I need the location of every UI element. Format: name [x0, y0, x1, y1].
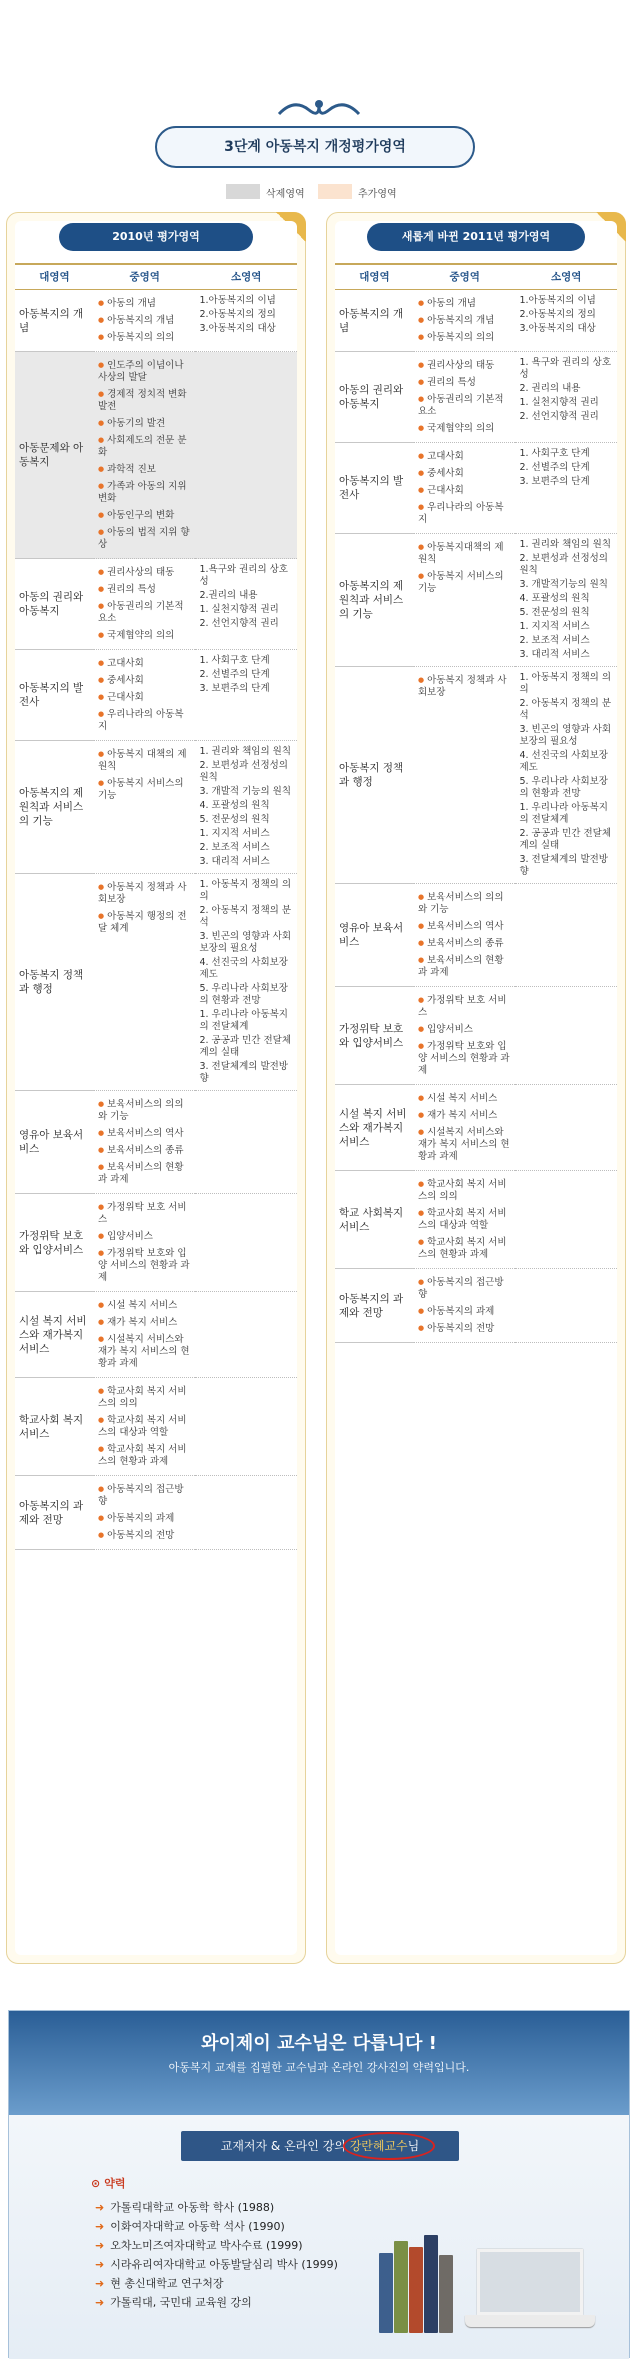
mid-item: ● 아동복지의 접근방향 — [98, 1483, 192, 1508]
small-item: 3. 대리적 서비스 — [199, 856, 270, 867]
mid-cell — [414, 352, 516, 443]
mid-item: ● 보육서비스의 의의와 기능 — [418, 891, 512, 916]
mid-item: ● 인도주의 이념이나 사상의 발달 — [98, 359, 192, 384]
mid-item: ● 아동복지 정책과 사회보장 — [98, 881, 192, 906]
category-cell: 시설 복지 서비스와 재가복지 서비스 — [15, 1292, 94, 1378]
table-row — [15, 741, 297, 874]
mid-item: ● 가족과 아동의 지위 변화 — [98, 480, 192, 505]
small-cell — [195, 650, 297, 741]
small-item: 1. 실천지향적 권리 — [199, 604, 279, 615]
mid-cell — [414, 987, 516, 1085]
col-header-small: 소영역 — [515, 264, 617, 290]
category-cell: 아동복지의 발전사 — [15, 650, 94, 741]
mid-cell — [94, 650, 196, 741]
banner-subtitle: 아동복지 교재를 집필한 교수님과 온라인 강사진의 약력입니다. — [168, 2061, 470, 2074]
category-cell: 가정위탁 보호와 입양서비스 — [335, 987, 414, 1085]
table-row — [335, 443, 617, 534]
small-item: 2. 보조적 서비스 — [199, 842, 270, 853]
mid-item: ● 권리의 특성 — [98, 583, 192, 596]
small-item: 2. 공공과 민간 전달체계의 실태 — [199, 1035, 292, 1058]
small-cell — [195, 290, 297, 352]
career-title: ⊙ 약력 — [91, 2175, 338, 2191]
small-item: 2. 보조적 서비스 — [519, 635, 590, 646]
mid-item: ● 학교사회 복지 서비스의 현황과 과제 — [98, 1443, 192, 1468]
small-cell — [515, 884, 617, 987]
col-header-mid: 중영역 — [94, 264, 196, 290]
small-item: 1. 아동복지 정책의 의의 — [519, 672, 612, 695]
mid-cell — [94, 741, 196, 874]
mid-item: ● 아동복지 서비스의 기능 — [98, 777, 192, 802]
panel-title-2011: 새롭게 바뀐 2011년 평가영역 — [367, 223, 585, 251]
mid-item: ● 아동복지의 의의 — [98, 331, 192, 344]
mid-item: ● 아동복지의 과제 — [98, 1512, 192, 1525]
small-cell — [195, 352, 297, 559]
author-badge — [181, 2131, 459, 2161]
small-item: 2.아동복지의 정의 — [519, 309, 596, 320]
mid-item: ● 보육서비스의 종류 — [98, 1144, 192, 1157]
small-item: 3.아동복지의 대상 — [519, 323, 596, 334]
small-cell — [515, 1269, 617, 1343]
table-row — [15, 874, 297, 1091]
small-cell — [195, 1194, 297, 1292]
col-header-main: 대영역 — [335, 264, 414, 290]
mid-cell — [94, 1476, 196, 1550]
table-row — [15, 290, 297, 352]
mid-item: ● 아동권리의 기본적 요소 — [98, 600, 192, 625]
mid-cell — [414, 290, 516, 352]
category-cell: 아동의 권리와 아동복지 — [15, 559, 94, 650]
small-cell — [195, 1292, 297, 1378]
header-ornament — [0, 96, 638, 120]
mid-item: ● 아동복지 대책의 제원칙 — [98, 748, 192, 773]
small-item: 4. 선진국의 사회보장제도 — [519, 750, 608, 773]
category-cell: 시설 복지 서비스와 재가복지 서비스 — [335, 1085, 414, 1171]
mid-item: ● 가정위탁 보호와 입양 서비스의 현황과 과제 — [418, 1040, 512, 1077]
eval-table-2010 — [15, 263, 297, 1550]
mid-item: ● 아동의 법적 지위 향상 — [98, 526, 192, 551]
mid-item: ● 아동복지 서비스의 기능 — [418, 570, 512, 595]
small-item: 3. 보편주의 단계 — [519, 476, 590, 487]
mid-item: ● 보육서비스의 현황과 과제 — [418, 954, 512, 979]
career-item: ➜ 오차노미즈여자대학교 박사수료 (1999) — [95, 2237, 338, 2253]
small-item: 2. 보편성과 선정성의 원칙 — [519, 553, 608, 576]
table-row — [15, 1292, 297, 1378]
career-item: ➜ 이화여자대학교 아동학 석사 (1990) — [95, 2218, 338, 2234]
mid-item: ● 아동복지의 개념 — [418, 314, 512, 327]
small-item: 3. 전달체계의 발전방향 — [519, 854, 608, 877]
mid-item: ● 가정위탁 보호 서비스 — [98, 1201, 192, 1226]
mid-item: ● 아동복지 정책과 사회보장 — [418, 674, 512, 699]
mid-cell — [414, 1269, 516, 1343]
panel-title-2010: 2010년 평가영역 — [59, 223, 253, 251]
mid-item: ● 보육서비스의 의의와 기능 — [98, 1098, 192, 1123]
badge-suffix: 님 — [407, 2139, 420, 2153]
laptop-icon — [465, 2249, 595, 2335]
legend — [0, 184, 638, 200]
mid-item: ● 아동복지의 전망 — [418, 1322, 512, 1335]
category-cell: 아동복지 정책과 행정 — [335, 667, 414, 884]
mid-item: ● 보육서비스의 종류 — [418, 937, 512, 950]
mid-item: ● 시설복지 서비스와 재가 복지 서비스의 현황과 과제 — [418, 1126, 512, 1163]
table-row — [335, 1269, 617, 1343]
category-cell: 아동복지의 제원칙과 서비스의 기능 — [15, 741, 94, 874]
small-item: 2. 선별주의 단계 — [199, 669, 270, 680]
table-row — [335, 987, 617, 1085]
mid-item: ● 입양서비스 — [98, 1230, 192, 1243]
small-item: 2. 선언지향적 권리 — [519, 411, 599, 422]
category-cell: 아동복지의 발전사 — [335, 443, 414, 534]
mid-item: ● 가정위탁 보호 서비스 — [418, 994, 512, 1019]
mid-cell — [94, 1091, 196, 1194]
badge-prefix: 교재저자 & 온라인 강의 — [220, 2139, 350, 2153]
small-item: 4. 포괄성의 원칙 — [199, 800, 270, 811]
highlight-circle-icon — [343, 2132, 435, 2160]
mid-item: ● 우리나라의 아동복지 — [98, 708, 192, 733]
small-item: 2. 선언지향적 권리 — [199, 618, 279, 629]
table-row — [335, 534, 617, 667]
mid-item: ● 아동인구의 변화 — [98, 509, 192, 522]
table-row — [335, 352, 617, 443]
mid-item: ● 우리나라의 아동복지 — [418, 501, 512, 526]
mid-item: ● 아동권리의 기본적 요소 — [418, 393, 512, 418]
small-item: 1.욕구와 권리의 상호성 — [199, 564, 288, 587]
table-row — [335, 884, 617, 987]
small-item: 3. 대리적 서비스 — [519, 649, 590, 660]
category-cell: 아동의 권리와 아동복지 — [335, 352, 414, 443]
badge-highlight: 강란혜교수 — [349, 2139, 408, 2153]
career-item: ➜ 시라유리여자대학교 아동발달심리 박사 (1999) — [95, 2256, 338, 2272]
banner-body — [9, 2115, 629, 2359]
career-item: ➜ 가톨릭대학교 아동학 학사 (1988) — [95, 2199, 338, 2215]
mid-cell — [414, 884, 516, 987]
mid-item: ● 사회제도의 전문 분화 — [98, 434, 192, 459]
small-item: 2. 공공과 민간 전달체계의 실태 — [519, 828, 612, 851]
small-item: 3. 보편주의 단계 — [199, 683, 270, 694]
mid-item: ● 가정위탁 보호와 입양 서비스의 현황과 과제 — [98, 1247, 192, 1284]
mid-item: ● 학교사회 복지 서비스의 대상과 역할 — [98, 1414, 192, 1439]
mid-item: ● 아동복지의 개념 — [98, 314, 192, 327]
mid-cell — [414, 667, 516, 884]
mid-cell — [94, 874, 196, 1091]
category-cell: 학교사회 복지 서비스 — [15, 1378, 94, 1476]
mid-cell — [94, 1378, 196, 1476]
books-icon — [379, 2233, 459, 2333]
table-row — [15, 352, 297, 559]
mid-item: ● 재가 복지 서비스 — [98, 1316, 192, 1329]
career-item: ➜ 가톨릭대, 국민대 교육원 강의 — [95, 2294, 338, 2310]
table-row — [15, 650, 297, 741]
legend-label-added: 추가영역 — [358, 189, 397, 200]
mid-item: ● 학교사회 복지 서비스의 의의 — [418, 1178, 512, 1203]
small-cell — [195, 1378, 297, 1476]
small-cell — [515, 1085, 617, 1171]
small-item: 1. 욕구와 권리의 상호성 — [519, 357, 612, 380]
mid-item: ● 권리의 특성 — [418, 376, 512, 389]
mid-item: ● 시설 복지 서비스 — [98, 1299, 192, 1312]
mid-item: ● 고대사회 — [418, 450, 512, 463]
table-row — [15, 1091, 297, 1194]
panel-2011 — [326, 212, 626, 1964]
mid-item: ● 아동복지대책의 제원칙 — [418, 541, 512, 566]
mid-item: ● 국제협약의 의의 — [98, 629, 192, 642]
mid-item: ● 시설복지 서비스와 재가 복지 서비스의 현황과 과제 — [98, 1333, 192, 1370]
small-item: 4. 포괄성의 원칙 — [519, 593, 590, 604]
small-cell — [515, 1171, 617, 1269]
career-item: ➜ 현 총신대학교 연구처장 — [95, 2275, 338, 2291]
small-cell — [515, 667, 617, 884]
mid-item: ● 아동복지 행정의 전달 체계 — [98, 910, 192, 935]
col-header-main: 대영역 — [15, 264, 94, 290]
mid-cell — [94, 1194, 196, 1292]
mid-cell — [94, 352, 196, 559]
small-cell — [515, 290, 617, 352]
mid-item: ● 아동복지의 전망 — [98, 1529, 192, 1542]
small-item: 2.아동복지의 정의 — [199, 309, 276, 320]
small-cell — [195, 559, 297, 650]
category-cell: 아동복지 정책과 행정 — [15, 874, 94, 1091]
eval-table-2011 — [335, 263, 617, 1343]
small-cell — [515, 352, 617, 443]
small-item: 1. 사회구호 단계 — [199, 655, 270, 666]
small-item: 5. 전문성의 원칙 — [199, 814, 270, 825]
mid-item: ● 아동복지의 과제 — [418, 1305, 512, 1318]
small-cell — [195, 1091, 297, 1194]
small-item: 5. 우리나라 사회보장의 현황과 전망 — [519, 776, 608, 799]
table-row — [335, 290, 617, 352]
mid-item: ● 아동기의 발견 — [98, 417, 192, 430]
table-row — [15, 1378, 297, 1476]
col-header-mid: 중영역 — [414, 264, 516, 290]
mid-item: ● 권리사상의 태동 — [98, 566, 192, 579]
small-item: 1. 우리나라 아동복지의 전달체계 — [519, 802, 608, 825]
small-cell — [195, 741, 297, 874]
small-item: 1. 사회구호 단계 — [519, 448, 590, 459]
small-item: 1.아동복지의 이념 — [199, 295, 276, 306]
small-item: 1. 실천지향적 권리 — [519, 397, 599, 408]
small-item: 5. 전문성의 원칙 — [519, 607, 590, 618]
small-item: 1. 권리와 책임의 원칙 — [199, 746, 292, 757]
category-cell: 영유아 보육서비스 — [335, 884, 414, 987]
small-item: 2. 선별주의 단계 — [519, 462, 590, 473]
mid-cell — [94, 1292, 196, 1378]
small-item: 1. 권리와 책임의 원칙 — [519, 539, 612, 550]
mid-cell — [414, 1171, 516, 1269]
mid-item: ● 아동의 개념 — [418, 297, 512, 310]
small-item: 1. 지지적 서비스 — [199, 828, 270, 839]
category-cell: 아동복지의 개념 — [335, 290, 414, 352]
small-item: 3. 개발적 기능의 원칙 — [199, 786, 292, 797]
small-item: 3.아동복지의 대상 — [199, 323, 276, 334]
small-item: 2. 아동복지 정책의 분석 — [199, 905, 292, 928]
category-cell: 아동복지의 과제와 전망 — [335, 1269, 414, 1343]
small-item: 2.권리의 내용 — [199, 590, 258, 601]
small-item: 2. 보편성과 선정성의 원칙 — [199, 760, 288, 783]
small-item: 3. 개발적기능의 원칙 — [519, 579, 608, 590]
mid-cell — [94, 290, 196, 352]
table-2011 — [335, 263, 617, 1343]
table-row — [335, 667, 617, 884]
small-item: 2. 아동복지 정책의 분석 — [519, 698, 612, 721]
small-item: 3. 전달체계의 발전방향 — [199, 1061, 288, 1084]
mid-item: ● 보육서비스의 현황과 과제 — [98, 1161, 192, 1186]
mid-cell — [414, 1085, 516, 1171]
mid-item: ● 근대사회 — [98, 691, 192, 704]
mid-item: ● 학교사회 복지 서비스의 현황과 과제 — [418, 1236, 512, 1261]
mid-item: ● 과학적 진보 — [98, 463, 192, 476]
mid-item: ● 근대사회 — [418, 484, 512, 497]
mid-item: ● 학교사회 복지 서비스의 대상과 역할 — [418, 1207, 512, 1232]
table-row — [335, 1085, 617, 1171]
legend-label-deleted: 삭제영역 — [266, 189, 305, 200]
small-item: 5. 우리나라 사회보장의 현황과 전망 — [199, 983, 288, 1006]
table-2010 — [15, 263, 297, 1550]
table-row — [15, 1476, 297, 1550]
mid-item: ● 보육서비스의 역사 — [418, 920, 512, 933]
small-item: 4. 선진국의 사회보장제도 — [199, 957, 288, 980]
table-row — [15, 559, 297, 650]
small-item: 1. 우리나라 아동복지의 전달체계 — [199, 1009, 288, 1032]
page-title: 3단계 아동복지 개정평가영역 — [155, 126, 475, 168]
banner-header — [9, 2011, 629, 2115]
legend-swatch-deleted — [226, 184, 260, 199]
mid-item: ● 아동복지의 의의 — [418, 331, 512, 344]
small-item: 2. 권리의 내용 — [519, 383, 581, 394]
category-cell: 아동문제와 아동복지 — [15, 352, 94, 559]
mid-item: ● 중세사회 — [98, 674, 192, 687]
mid-cell — [94, 559, 196, 650]
professor-banner — [8, 2010, 630, 2358]
panel-2010 — [6, 212, 306, 1964]
category-cell: 학교 사회복지 서비스 — [335, 1171, 414, 1269]
career-list — [91, 2175, 338, 2313]
table-row — [335, 1171, 617, 1269]
category-cell: 영유아 보육서비스 — [15, 1091, 94, 1194]
small-cell — [195, 874, 297, 1091]
small-item: 3. 빈곤의 영향과 사회보장의 필요성 — [199, 931, 292, 954]
category-cell: 아동복지의 제원칙과 서비스의 기능 — [335, 534, 414, 667]
small-cell — [515, 534, 617, 667]
mid-item: ● 학교사회 복지 서비스의 의의 — [98, 1385, 192, 1410]
mid-item: ● 재가 복지 서비스 — [418, 1109, 512, 1122]
mid-cell — [414, 534, 516, 667]
mid-item: ● 보육서비스의 역사 — [98, 1127, 192, 1140]
mid-item: ● 아동의 개념 — [98, 297, 192, 310]
mid-item: ● 경제적 정치적 변화 발전 — [98, 388, 192, 413]
mid-item: ● 고대사회 — [98, 657, 192, 670]
small-item: 1.아동복지의 이념 — [519, 295, 596, 306]
mid-item: ● 시설 복지 서비스 — [418, 1092, 512, 1105]
small-cell — [515, 987, 617, 1085]
small-item: 1. 지지적 서비스 — [519, 621, 590, 632]
small-cell — [195, 1476, 297, 1550]
mid-item: ● 국제협약의 의의 — [418, 422, 512, 435]
category-cell: 아동복지의 과제와 전망 — [15, 1476, 94, 1550]
category-cell: 가정위탁 보호와 입양서비스 — [15, 1194, 94, 1292]
mid-item: ● 권리사상의 태동 — [418, 359, 512, 372]
col-header-small: 소영역 — [195, 264, 297, 290]
small-item: 1. 아동복지 정책의 의의 — [199, 879, 292, 902]
legend-swatch-added — [318, 184, 352, 199]
mid-item: ● 입양서비스 — [418, 1023, 512, 1036]
mid-item: ● 아동복지의 접근방향 — [418, 1276, 512, 1301]
banner-title: 와이제이 교수님은 다릅니다 ! — [201, 2033, 437, 2054]
mid-item: ● 중세사회 — [418, 467, 512, 480]
small-cell — [515, 443, 617, 534]
category-cell: 아동복지의 개념 — [15, 290, 94, 352]
ornament-icon — [274, 96, 364, 120]
mid-cell — [414, 443, 516, 534]
small-item: 3. 빈곤의 영향과 사회보장의 필요성 — [519, 724, 612, 747]
table-row — [15, 1194, 297, 1292]
